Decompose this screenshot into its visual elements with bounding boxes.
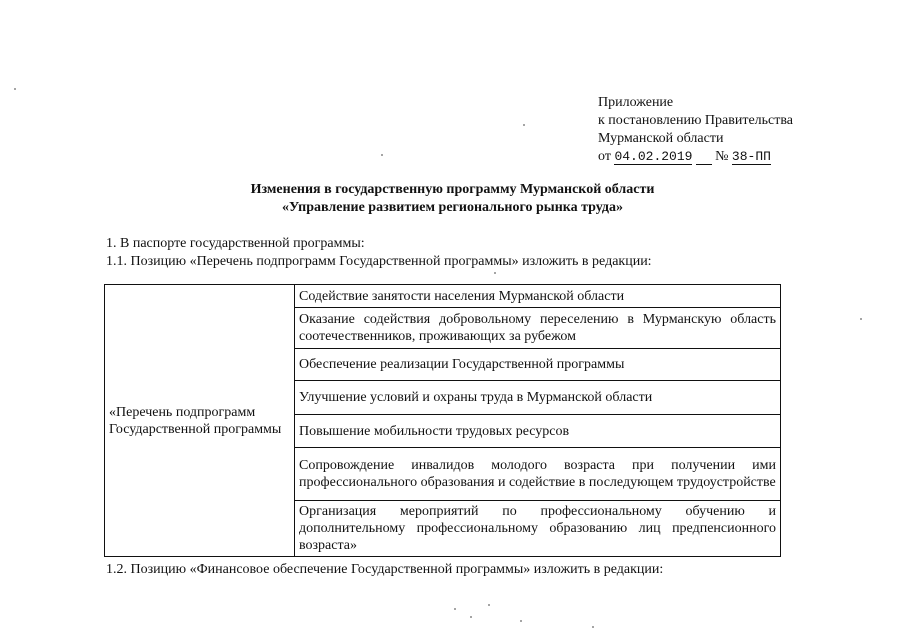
subprograms-table [104, 284, 781, 557]
appendix-header [598, 94, 793, 166]
scan-speck [14, 88, 16, 90]
number-sign: № [715, 149, 729, 164]
scan-speck [494, 272, 496, 274]
title-line-1: Изменения в государственную программу Мурманской области [250, 182, 655, 197]
scan-speck [381, 154, 383, 156]
scan-speck [454, 608, 456, 610]
subprogram-cell: Улучшение условий и охраны труда в Мурманской области [295, 381, 781, 415]
subprograms-label-cell: «Перечень подпрограмм Государственной программы [105, 285, 295, 557]
document-title [0, 181, 905, 217]
appendix-line-region: Мурманской области [598, 131, 724, 146]
appendix-date-line [598, 148, 793, 166]
table-row [105, 285, 781, 308]
appendix-line-resolution: к постановлению Правительства [598, 113, 794, 128]
scan-speck [470, 616, 472, 618]
scan-speck [523, 124, 525, 126]
paragraph-1: 1. В паспорте государственной программы: [106, 236, 365, 251]
title-line-2: «Управление развитием регионального рынка труда» [282, 200, 623, 215]
subprogram-cell: Повышение мобильности трудовых ресурсов [295, 415, 781, 448]
appendix-title: Приложение [598, 95, 674, 110]
subprogram-cell: Оказание содействия добровольному переселению в Мурманскую область соотечественников, проживающих за рубежом [295, 308, 781, 349]
resolution-number: 38-ПП [731, 149, 771, 164]
paragraph-1-1: 1.1. Позицию «Перечень подпрограмм Государственной программы» изложить в редакции: [106, 254, 652, 269]
subprogram-cell: Организация мероприятий по профессиональному обучению и дополнительному профессиональному образованию лиц предпенсионного возраста» [295, 501, 781, 557]
subprogram-cell: Обеспечение реализации Государственной программы [295, 349, 781, 381]
scan-speck [860, 318, 862, 320]
scan-speck [488, 604, 490, 606]
date-prefix: от [598, 149, 611, 164]
resolution-date: 04.02.2019 [614, 149, 693, 164]
paragraph-1-2: 1.2. Позицию «Финансовое обеспечение Государственной программы» изложить в редакции: [106, 562, 664, 577]
subprogram-cell: Сопровождение инвалидов молодого возраста при получении ими профессионального образования и содействие в последующем трудоустройстве [295, 448, 781, 501]
date-underline-tail [696, 149, 712, 165]
scan-speck [520, 620, 522, 622]
subprogram-cell: Содействие занятости населения Мурманской области [295, 285, 781, 308]
scan-speck [592, 626, 594, 628]
